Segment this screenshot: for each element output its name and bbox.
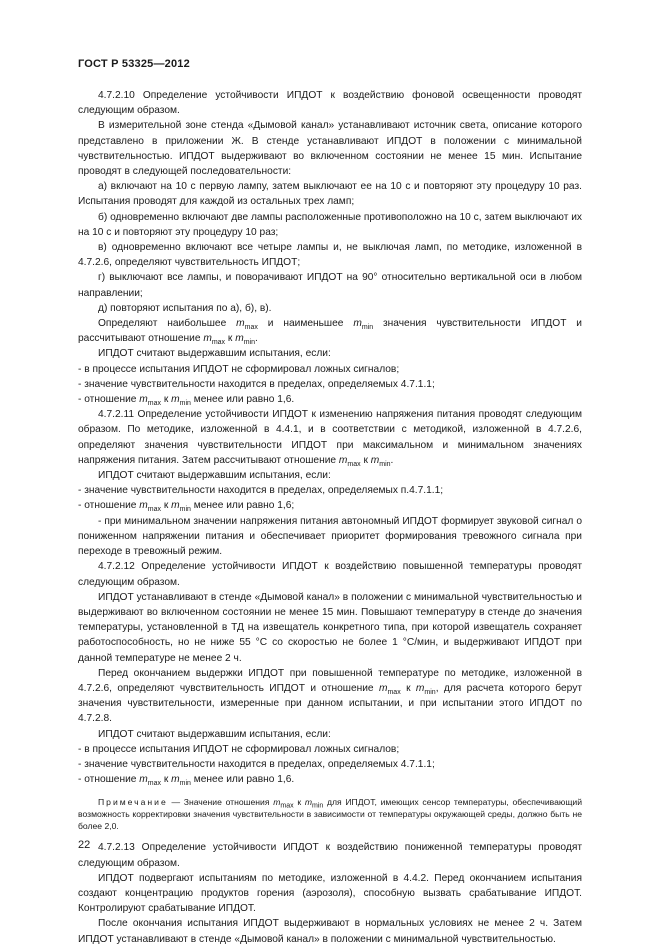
paragraph: в) одновременно включают все четыре лампы и, не выключая ламп, по методике, изложенной в 4.7.2.6, определяют чувствительность ИПДОТ; [78,242,582,269]
note-label: Примечание [98,797,168,808]
paragraph: После окончания испытания ИПДОТ выдерживают в нормальных условиях не менее 2 ч. Затем ИПДОТ устанавливают в стенде «Дымовой канал» в положении с минимальной чувствительностью. [78,918,582,945]
paragraph: ИПДОТ считают выдержавшим испытания, если: [98,348,331,360]
list-item: - при минимальном значении напряжения питания автономный ИПДОТ формирует звуковой сигнал о пониженном напряжении питания и обеспечивает приоритет формирования тревожного сигнала при переходе в тревожный режим. [78,515,582,558]
standard-header: ГОСТ Р 53325—2012 [78,58,190,70]
paragraph: б) одновременно включают две лампы расположенные противоположно на 10 с, затем выключают их на 10 с и повторяют эту процедуру 10 раз; [78,211,582,238]
note: Примечание — Значение отношения $m_{max}$ к $m_{min}$ для ИПДОТ, имеющих сенсор температуры, обеспечивающий возможность корректировки значения чувствительности в зависимости от температуры окружающей среды, должно быть не более 2,0. [78,797,582,832]
list-item: - отношение $m_{max}$ к $m_{min}$ менее или равно 1,6; [78,500,295,514]
paragraph: а) включают на 10 с первую лампу, затем выключают ее на 10 с и повторяют эту процедуру 10 раз. Испытания проводят для каждой из остальных трех ламп; [78,181,582,208]
list-item: - значение чувствительности находится в пределах, определяемых 4.7.1.1; [78,378,435,390]
paragraph: г) выключают все лампы, и поворачивают ИПДОТ на 90° относительно вертикальной оси в любом направлении; [78,272,582,299]
paragraph: 4.7.2.13 Определение устойчивости ИПДОТ к воздействию пониженной температуры проводят следующим образом. [78,842,582,869]
list-item: - в процессе испытания ИПДОТ не сформировал ложных сигналов; [78,363,400,375]
paragraph: д) повторяют испытания по а), б), в). [98,302,272,314]
list-item: - значение чувствительности находится в пределах, определяемых п.4.7.1.1; [78,485,444,497]
list-item: - значение чувствительности находится в пределах, определяемых 4.7.1.1; [78,758,435,770]
list-item: - отношение $m_{max}$ к $m_{min}$ менее или равно 1,6. [78,774,295,788]
list-item: - отношение $m_{max}$ к $m_{min}$ менее или равно 1,6. [78,394,295,408]
symbol-m: m [235,333,244,345]
paragraph: 4.7.2.12 Определение устойчивости ИПДОТ к воздействию повышенной температуры проводят следующим образом. [78,561,582,588]
paragraph: Перед окончанием выдержки ИПДОТ при повышенной температуре по методике, изложенной в 4.7.2.6, определяют чувствительность ИПДОТ и отношение $m_{max}$ к $m_{min}$, для расчета которого берут значения чувствительности, измеренные при данном испытании, и при испытании этого ИПДОТ по 4.7.2.8. [78,667,582,725]
paragraph: ИПДОТ устанавливают в стенде «Дымовой канал» в положении с минимальной чувствительностью и выдерживают во включенном состоянии не менее 15 мин. Повышают температуру в стенде до значения температуры, установленной в ТД на извещатель конкретного типа, при которой извещатель сохраняет работоспособность, но не ниже 55 °С со скоростью не более 1 °С/мин, и выдерживают ИПДОТ при данной температуре не менее 2 ч. [78,591,582,664]
paragraph: ИПДОТ считают выдержавшим испытания, если: [98,470,331,482]
paragraph: ИПДОТ считают выдержавшим испытания, если: [98,728,331,740]
paragraph: 4.7.2.10 Определение устойчивости ИПДОТ к воздействию фоновой освещенности проводят следующим образом. [78,90,582,117]
paragraph: Определяют наибольшее $m_{max}$ и наименьшее $m_{min}$ значения чувствительности ИПДОТ и рассчитывают отношение $m_{max}$ к $m_{min}$. [78,318,583,347]
paragraph: В измерительной зоне стенда «Дымовой канал» устанавливают источник света, описание которого представлено в приложении Ж. В стенде устанавливают ИПДОТ в положении с минимальной чувствительностью. ИПДОТ выдерживают во включенном состоянии не менее 15 мин. Испытание проводят в следующей последовательности: [78,120,582,178]
symbol-m: m [203,333,212,345]
paragraph: ИПДОТ подвергают испытаниям по методике, изложенной в 4.4.2. Перед окончанием испытания создают концентрацию продуктов горения (аэрозоля), способную вызвать срабатывание ИПДОТ. Контролируют срабатывание ИПДОТ. [78,872,582,915]
symbol-m: m [353,318,362,330]
paragraph: 4.7.2.11 Определение устойчивости ИПДОТ к изменению напряжения питания проводят следующим образом. По методике, изложенной в 4.4.1, и в соответствии с методикой, изложенной в 4.7.2.6, определяют значения чувствительности ИПДОТ при максимальном и минимальном значениях напряжения питания. Затем рассчитывают отношение $m_{max}$ к $m_{min}$. [78,409,582,468]
symbol-m: m [236,318,245,330]
document-body [78,88,582,947]
page-number: 22 [78,839,91,851]
list-item: - в процессе испытания ИПДОТ не сформировал ложных сигналов; [78,743,400,755]
